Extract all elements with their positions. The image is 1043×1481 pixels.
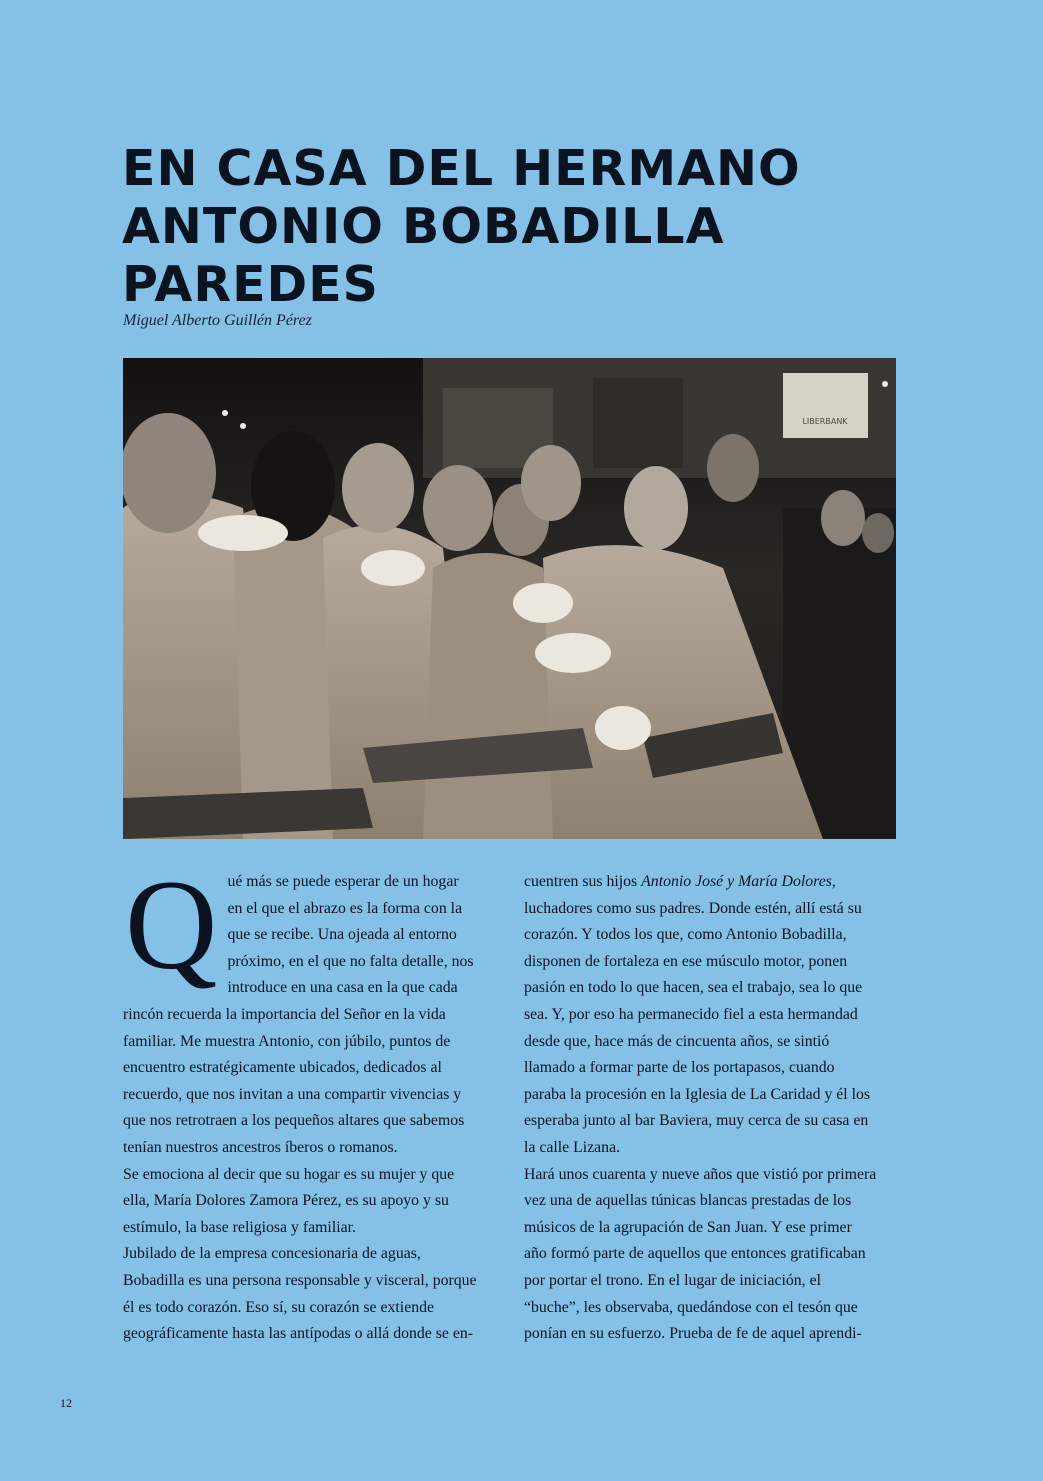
- paragraph-retired: Jubilado de la empresa concesionaria de aguas, Bobadilla es una persona responsable y visceral, porque él es todo corazón. Eso sí, su corazón se extiende geográficamente hasta las antípodas o allá donde se en-: [123, 1245, 477, 1343]
- drop-cap: Q: [125, 854, 218, 996]
- paragraph-children: [524, 869, 878, 1162]
- article-body-left: [123, 854, 477, 1348]
- children-names: Antonio José y María Dolores: [641, 873, 832, 890]
- paragraph-wife: Se emociona al decir que su hogar es su mujer y que ella, María Dolores Zamora Pérez, es su apoyo y su estímulo, la base religiosa y familiar.: [123, 1165, 455, 1236]
- paragraph-children-end: , luchadores como sus padres. Donde estén, allí está su corazón. Y todos los que, como Antonio Bobadilla, disponen de fortaleza en ese músculo motor, ponen pasión en todo lo que hacen, sea el trabajo, sea lo que sea. Y, por eso ha permanecido fiel a esta hermandad desde que, hace más de cincuenta años, se sintió llamado a formar parte de los portapasos, cuando paraba la procesión en la Iglesia de La Caridad y él los esperaba junto al bar Baviera, muy cerca de su casa en la calle Lizana.: [524, 873, 871, 1156]
- author-byline: Miguel Alberto Guillén Pérez: [123, 312, 312, 329]
- paragraph-tunic: Hará unos cuarenta y nueve años que vistió por primera vez una de aquellas túnicas blancas prestadas de los músicos de la agrupación de San Juan. Y ese primer año formó parte de aquellos que entonces gratificaban por portar el trono. En el lugar de iniciación, el “buche”, les observaba, quedándose con el tesón que ponían en su esfuerzo. Prueba de fe de aquel aprendi-: [524, 1165, 877, 1343]
- page-number: 12: [60, 1396, 72, 1410]
- paragraph-children-start: cuentren sus hijos: [524, 873, 642, 890]
- storefront-sign-text: LIBERBANK: [802, 417, 848, 426]
- title-line-2: ANTONIO BOBADILLA: [122, 198, 725, 255]
- procession-photo: [123, 358, 896, 839]
- title-line-1: EN CASA DEL HERMANO: [122, 140, 801, 197]
- paragraph-intro-text: ué más se puede esperar de un hogar en el que el abrazo es la forma con la que se recibe. Una ojeada al entorno próximo, en el que no falta detalle, nos introduce en una casa en la que cada rincón recuerda la importancia del Señor en la vida familiar. Me muestra Antonio, con júbilo, puntos de encuentro estratégicamente ubicados, dedicados al recuerdo, que nos invitan a una compartir vivencias y que nos retrotraen a los pequeños altares que sabemos tenían nuestros ancestros íberos o romanos.: [123, 873, 474, 1156]
- article-title: [122, 140, 942, 314]
- article-body-right: [524, 869, 878, 1348]
- title-line-3: PAREDES: [122, 256, 379, 313]
